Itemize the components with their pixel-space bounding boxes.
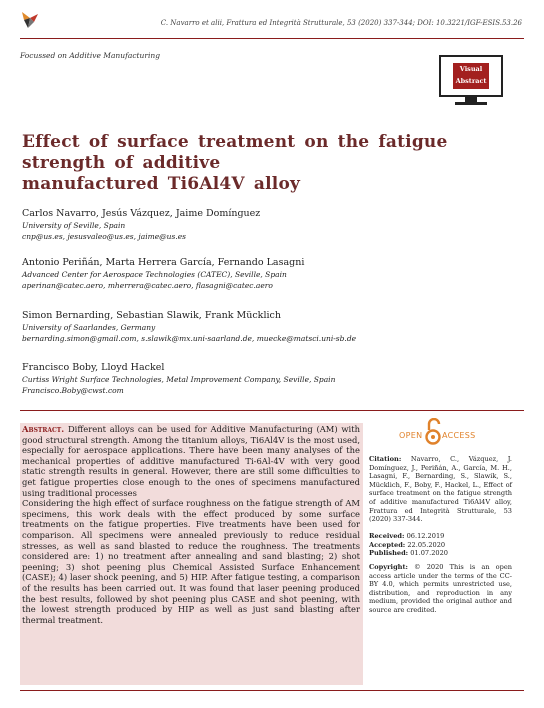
header-citation: C. Navarro et alii, Frattura ed Integrità Strutturale, 53 (2020) 337-344; DOI: 10.3221/IGF-ESIS.53.26 [160,19,522,27]
open-access-badge [393,418,483,448]
author-names: Francisco Boby, Lloyd Hackel [22,362,165,373]
author-group [22,207,492,242]
author-affiliation: Curtiss Wright Surface Technologies, Metal Improvement Company, Seville, Spain [22,375,336,384]
copyright-text: © 2020 This is an open access article under the terms of the CC-BY 4.0, which permits unrestricted use, distribution, and reproduction in any medium, provided the original author and source are credited. [369,563,512,614]
open-access-word-2: ACCESS [442,431,476,440]
abstract-paragraph-2: Considering the high effect of surface roughness on the fatigue strength of AM specimens, this work deals with the effect produced by some surface treatments on the fatigue properties. Five treatments have been used for comparison. All specimens were annealed previously to reduce residual stresses, as well as sand blasted to reduce the roughness. The treatments considered are: 1) no treatment after annealing and sand blasting; 2) shot peening; 3) shot peening plus Chemical Assisted Surface Enhancement (CASE); 4) laser shock peening, and 5) HIP. After fatigue testing, a comparison of the results has been carried out. It was found that laser peening produced the best results, followed by shot peening plus CASE and shot peening, with the lowest strength produced by HIP as well as just sand blasting after thermal treatment. [22,498,360,625]
author-names: Antonio Periñán, Marta Herrera García, Fernando Lasagni [22,257,305,268]
author-emails[interactable]: aperinan@catec.aero, mherrera@catec.aero, flasagni@catec.aero [22,281,273,290]
author-group [22,256,492,291]
received-date: 06.12.2019 [406,532,445,540]
paper-title [22,132,512,195]
citation-block [369,455,512,524]
visual-abstract-label-1: Visual [459,65,483,73]
author-group [22,361,492,396]
author-emails[interactable]: Francisco.Boby@cwst.com [22,386,124,395]
accepted-label: Accepted: [369,540,406,549]
open-lock-icon [425,418,441,446]
abstract-paragraph-1: Different alloys can be used for Additive Manufacturing (AM) with good structural strength. Among the titanium alloys, Ti6Al4V is the most used, especially for aerospace applications. There have been many analyses of the mechanical properties of additive manufactured Ti-6Al-4V with very good static strength results in general. However, there are still some difficulties to get fatigue properties close enough to the ones of specimens manufactured using traditional processes [22,424,360,498]
author-affiliation: University of Seville, Spain [22,221,126,230]
citation-text: Navarro, C., Vázquez, J. Domínguez, J., Periñán, A., García, M. H., Lasagni, F., Bernarding, S., Slawik, S., Mücklich, F., Boby, F., Hackel, L., Effect of surface treatment on the fatigue strength of additive manufactured Ti6Al4V alloy, Frattura ed Integrità Strutturale, 53 (2020) 337-344. [369,455,512,524]
section-divider [20,410,524,411]
author-affiliation: University of Saarlandes, Germany [22,323,156,332]
author-names: Simon Bernarding, Sebastian Slawik, Frank Mücklich [22,310,281,321]
header-divider [20,38,524,39]
title-line-1: Effect of surface treatment on the fatigue strength of additive [22,132,448,173]
abstract-label: Abstract. [22,424,65,434]
copyright-block [369,563,512,615]
abstract [22,424,360,625]
author-group [22,309,492,344]
author-names: Carlos Navarro, Jesús Vázquez, Jaime Domínguez [22,208,261,219]
copyright-label: Copyright: [369,563,408,571]
published-label: Published: [369,549,409,558]
monitor-icon [439,55,503,97]
author-emails[interactable]: cnp@us.es, jesusvaleo@us.es, jaime@us.es [22,232,187,241]
visual-abstract-label-2: Abstract [455,77,487,85]
open-access-word-1: OPEN [399,431,423,440]
author-affiliation: Advanced Center for Aerospace Technologies (CATEC), Seville, Spain [22,270,287,279]
dates-block [369,532,512,558]
received-label: Received: [369,532,405,540]
journal-logo-icon [20,10,40,30]
citation-label: Citation: [369,455,402,463]
published-date: 01.07.2020 [410,549,448,558]
accepted-date: 22.05.2020 [407,540,446,549]
section-label: Focussed on Additive Manufacturing [20,51,160,60]
visual-abstract-button[interactable] [439,55,503,107]
title-line-2: manufactured Ti6Al4V alloy [22,174,301,194]
footer-divider [20,690,524,691]
author-emails[interactable]: bernarding.simon@gmail.com, s.slawik@mx.uni-saarland.de, muecke@matsci.uni-sb.de [22,334,357,343]
